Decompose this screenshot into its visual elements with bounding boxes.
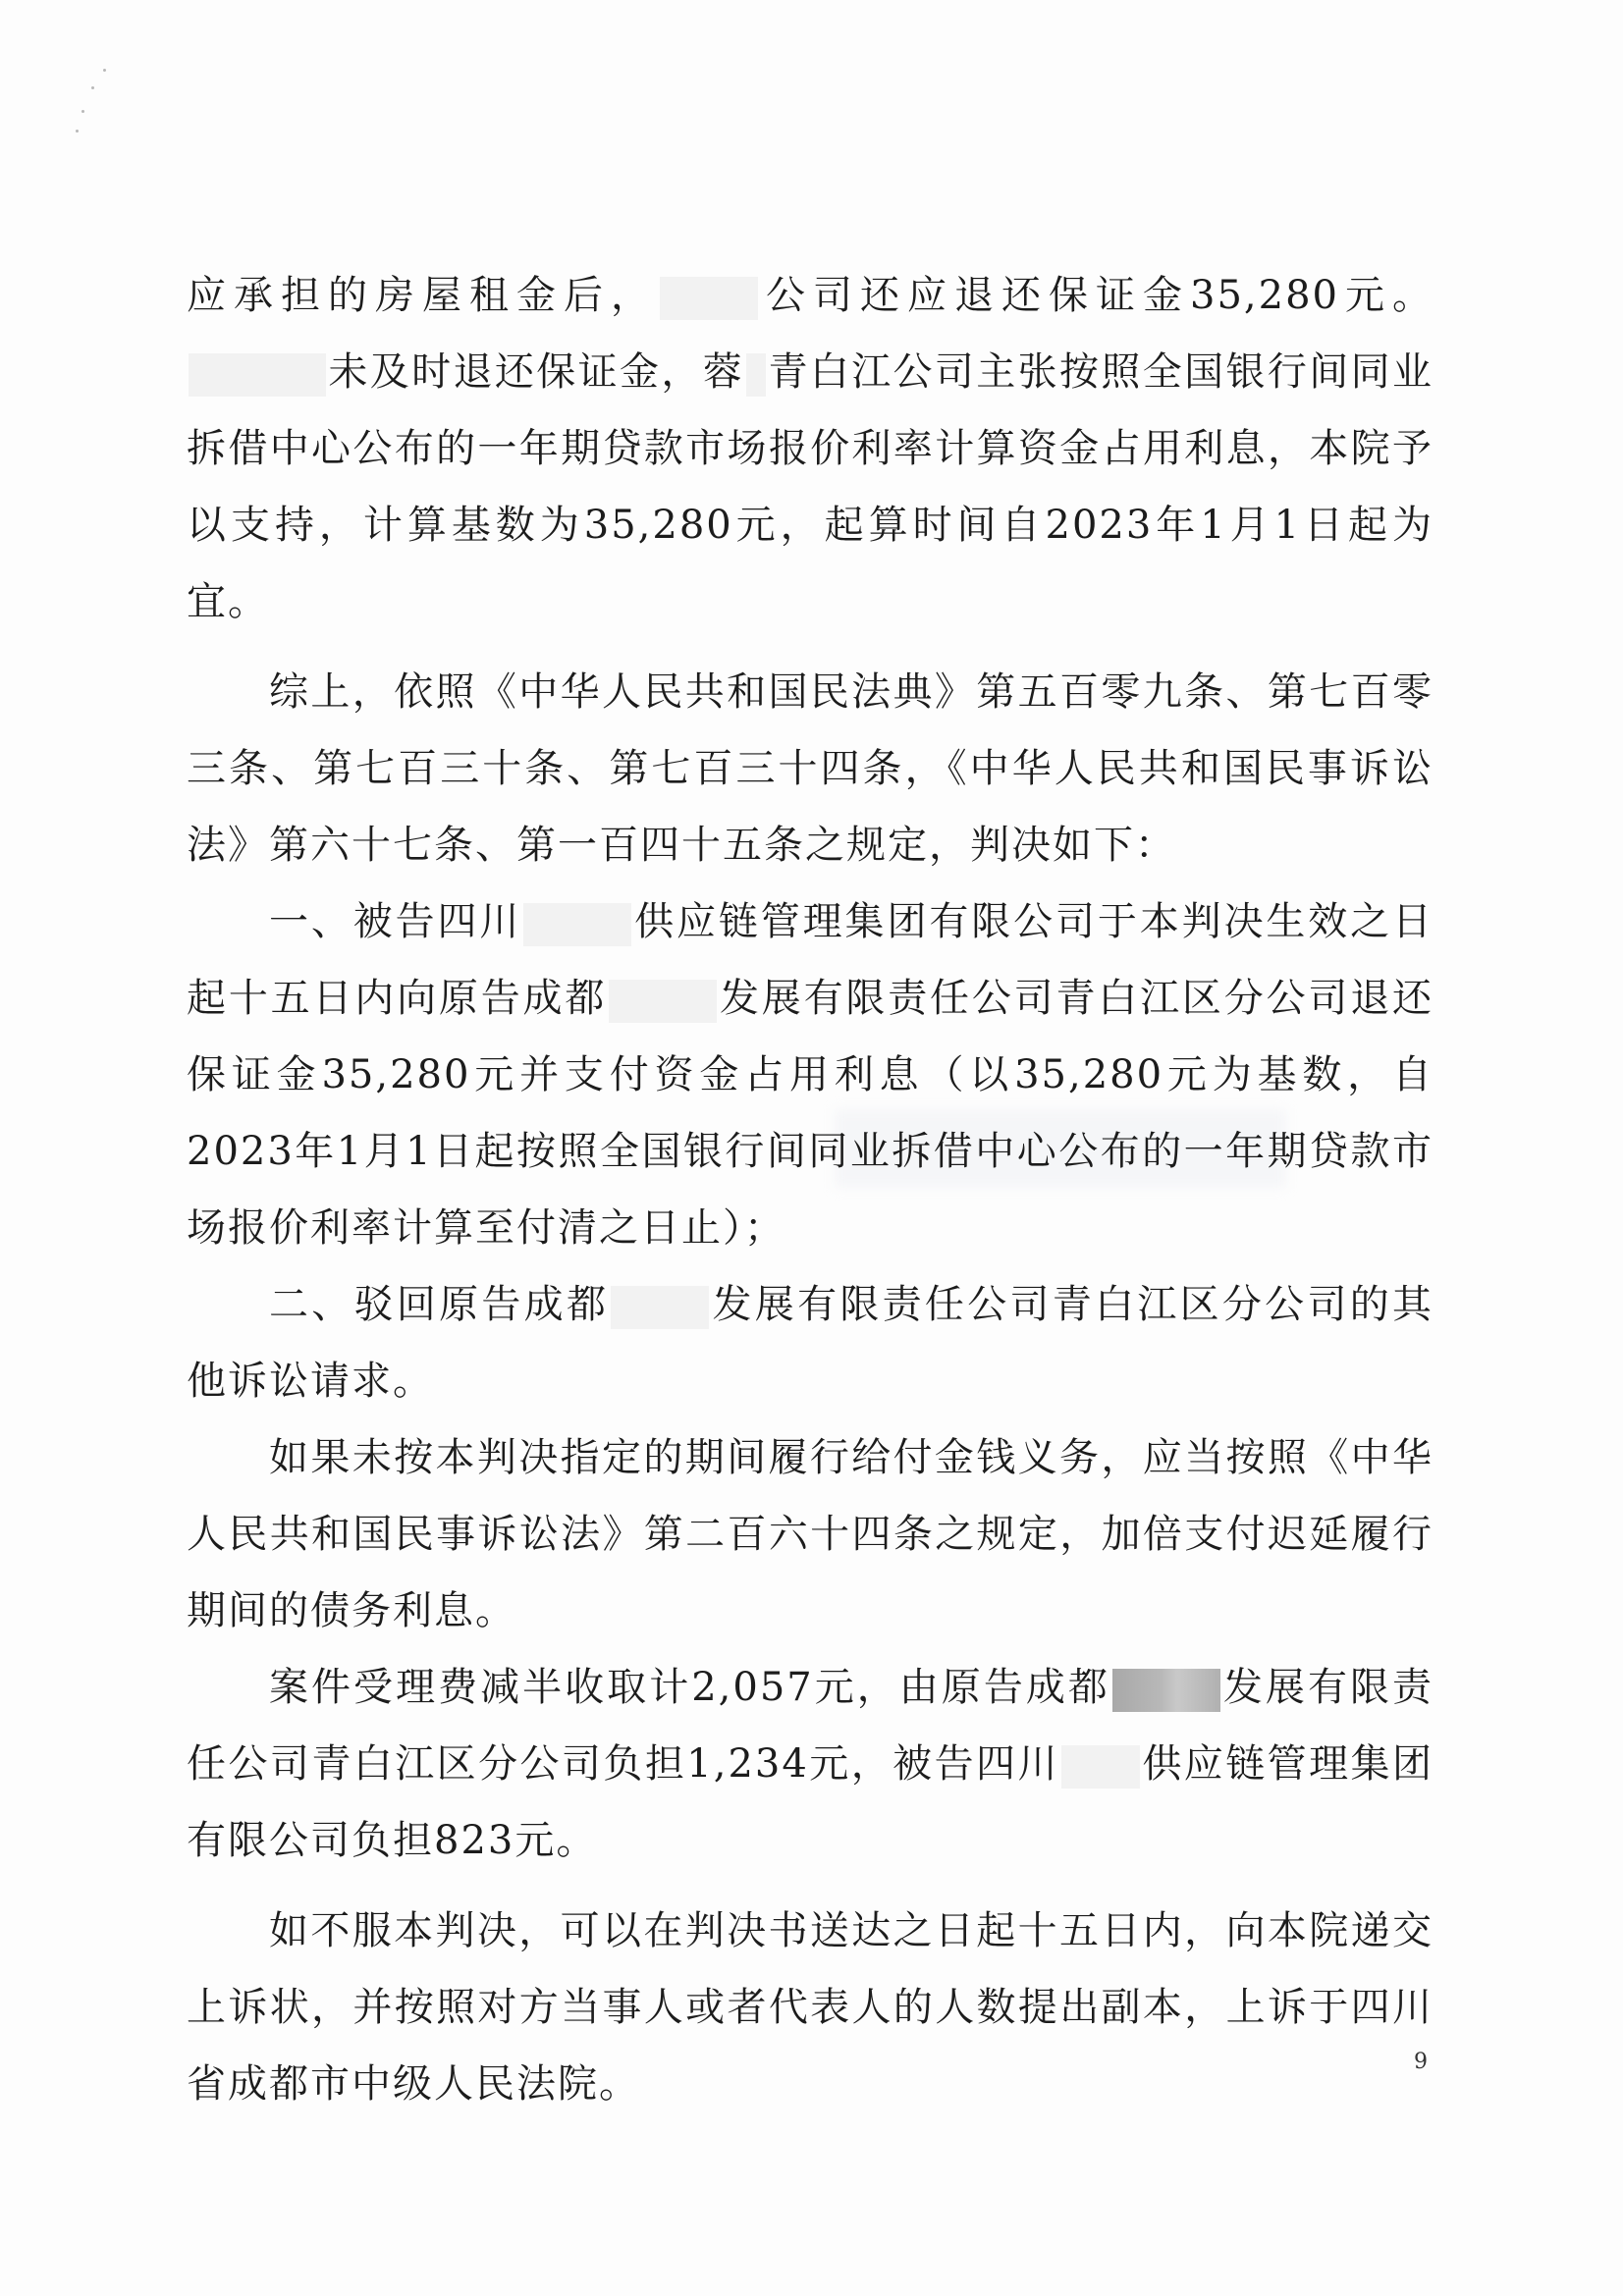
paragraph-1 [187,257,1434,640]
paragraph-text: 发展有限责任公司青白江区分公司退还保证金35,280元并支付资金占用利息（以35,280元为基数，自2023年1月1日起按照全国银行间同业拆借中心公布的一年期贷款市场报价利率计算至付清之日止）； [187,976,1434,1251]
judgment-body [187,257,1434,2122]
paragraph-text: 综上，依照《中华人民共和国民法典》第五百零九条、第七百零三条、第七百三十条、第七百三十四条，《中华人民共和国民事诉讼法》第六十七条、第一百四十五条之规定，判决如下： [187,669,1434,868]
redaction-block [746,353,766,397]
paragraph-text: 案件受理费减半收取计2,057元，由原告成都 [269,1665,1110,1710]
paragraph-text: 青白江公司主张按照全国银行间同业拆借中心公布的一年期贷款市场报价利率计算资金占用利息，本院予以支持，计算基数为35,280元，起算时间自2023年1月1日起为宜。 [187,349,1434,624]
redaction-block [611,1286,709,1329]
redaction-block [189,353,326,397]
paragraph-text: 未及时退还保证金，蓉 [328,349,745,395]
page-number: 9 [1414,2050,1428,2074]
paragraph-text: 发展有限责任公司青白江区分公司的其他诉讼请求。 [187,1282,1434,1404]
paragraph-text: 一、被告四川 [269,899,522,944]
paragraph-text: 发展有限责任公司青白江区分公司负担1,234元，被告四川 [187,1665,1434,1787]
redaction-block [660,277,758,320]
scan-specks [74,59,162,147]
paragraph-7 [187,1893,1434,2122]
paragraph-2 [187,654,1434,883]
redaction-block [523,903,631,946]
paragraph-text: 应承担的房屋租金后， [187,273,659,318]
paragraph-4 [187,1266,1434,1419]
paragraph-text: 二、驳回原告成都 [269,1282,610,1327]
paragraph-text: 公司还应退还保证金35,280元。 [760,273,1434,318]
paragraph-text: 如果未按本判决指定的期间履行给付金钱义务，应当按照《中华人民共和国民事诉讼法》第二百六十四条之规定，加倍支付迟延履行期间的债务利息。 [187,1435,1434,1633]
redaction-block [609,980,717,1023]
redaction-block [1112,1669,1220,1712]
paragraph-text: 如不服本判决，可以在判决书送达之日起十五日内，向本院递交上诉状，并按照对方当事人或者代表人的人数提出副本，上诉于四川省成都市中级人民法院。 [187,1908,1434,2107]
redaction-block [1061,1745,1140,1789]
paragraph-6 [187,1649,1434,1879]
paragraph-5 [187,1419,1434,1649]
paragraph-3 [187,883,1434,1266]
paragraph-text: 供应链管理集团有限公司于本判决生效之日起十五日内向原告成都 [187,899,1434,1021]
paragraph-text: 供应链管理集团有限公司负担823元。 [187,1741,1434,1863]
